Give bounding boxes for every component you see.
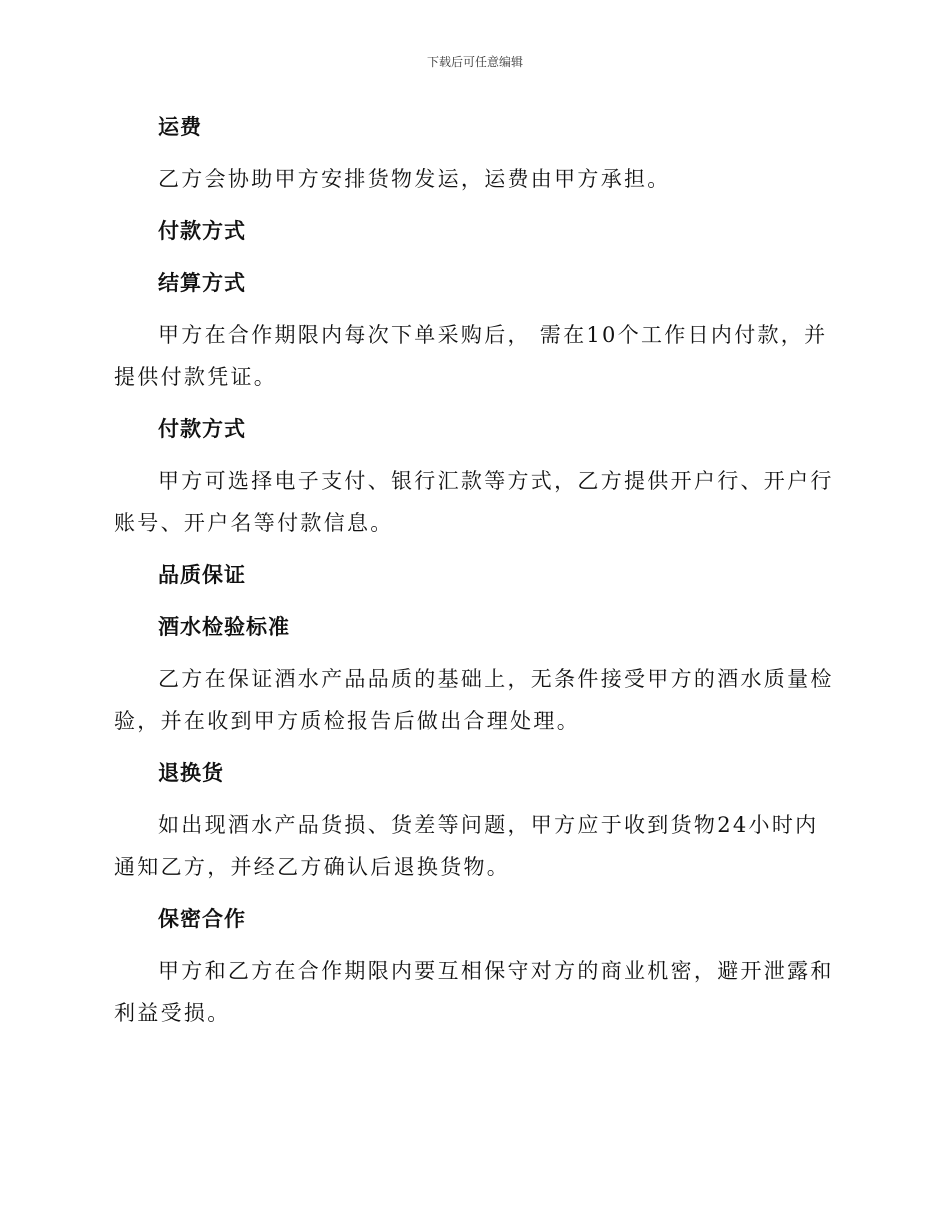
subsection-heading-payment-method: 付款方式 (158, 416, 246, 441)
section-heading-settlement-method: 结算方式 (158, 270, 246, 295)
paragraph-settlement: 甲方在合作期限内每次下单采购后， 需在10个工作日内付款，并提供付款凭证。 (114, 323, 828, 389)
paragraph-freight: 乙方会协助甲方安排货物发运，运费由甲方承担。 (158, 167, 671, 191)
paragraph-inspection-standard: 乙方在保证酒水产品品质的基础上，无条件接受甲方的酒水质量检验，并在收到甲方质检报告后做出合理处理。 (114, 667, 834, 733)
section-heading-returns: 退换货 (158, 760, 224, 785)
paragraph-payment-method: 甲方可选择电子支付、银行汇款等方式，乙方提供开户行、开户行账号、开户名等付款信息。 (114, 469, 834, 535)
section-heading-freight: 运费 (158, 114, 202, 139)
section-heading-confidentiality: 保密合作 (158, 906, 246, 931)
paragraph-confidentiality: 甲方和乙方在合作期限内要互相保守对方的商业机密，避开泄露和利益受损。 (114, 959, 834, 1025)
section-heading-payment-method: 付款方式 (158, 218, 246, 243)
section-heading-inspection-standard: 酒水检验标准 (158, 614, 290, 639)
section-heading-quality-assurance: 品质保证 (158, 562, 246, 587)
document-body (114, 106, 838, 1044)
page-header: 下载后可任意编辑 (426, 55, 523, 69)
paragraph-returns: 如出现酒水产品货损、货差等问题，甲方应于收到货物24小时内通知乙方，并经乙方确认后退换货物。 (114, 813, 819, 879)
